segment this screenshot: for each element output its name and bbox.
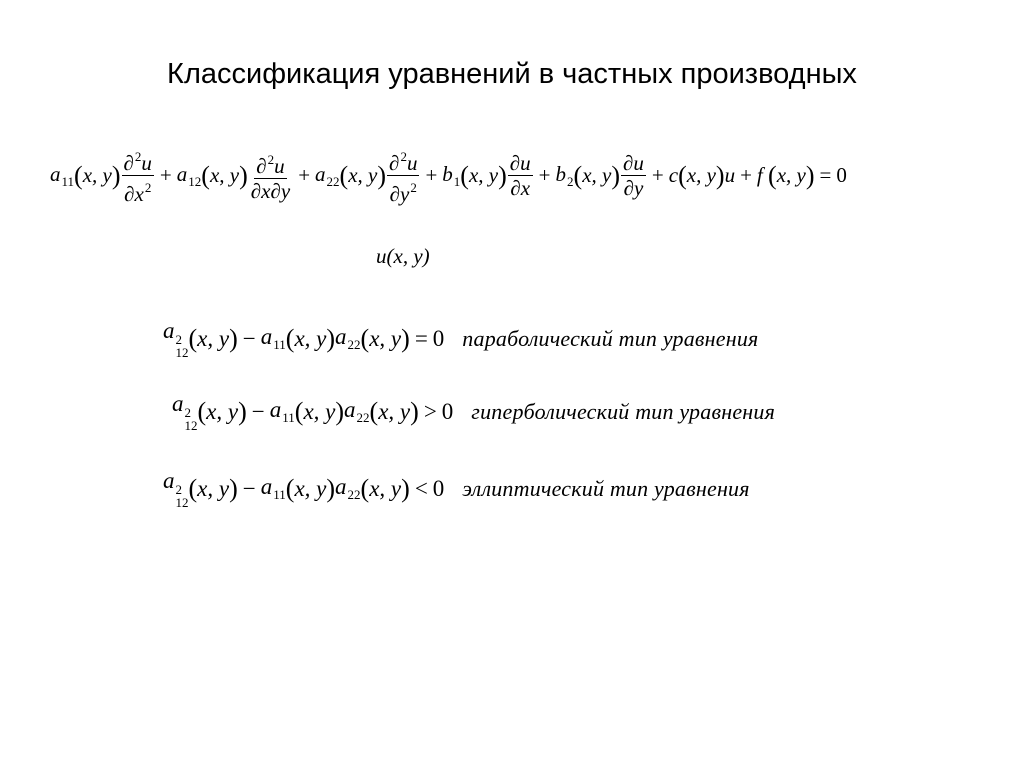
type-parabolic: параболический тип уравнения [462,325,759,351]
pde-equation: $a_{11}$ ( x, y ) $\frac{\partial^2u}{\partial x^2}$ + $a_{12}$ ( x, y ) $\frac{\partial^2u}{\partial x\partial y}$ + $a_{22}$ ( x, y ) $\frac{\partial^2u}{\partial y^2}$ + $b_1$ ( x, y ) $\frac{\partial u}{\partial x}$ + $b_2$ ( x, y ) $\frac{\partial u}{\partial y}$ + c(x, y)u + f (x, y) = 0 [50,146,847,205]
condition-hyperbolic: a 2 12 ( x, y ) − $a_{11}$ ( x, y ) $a_{22}$ ( x, y ) > 0 гиперболический тип уравнения [172,391,776,433]
type-hyperbolic: гиперболический тип уравнения [471,398,776,424]
frac-d2u-dx2: $\frac{\partial^2u}{\partial x^2}$ [122,146,154,205]
frac-du-dy: $\frac{\partial u}{\partial y}$ [623,151,644,200]
rhs-zero: 0 [836,163,847,187]
coef-a11: $a_{11}$ [50,161,75,189]
type-elliptic: эллиптический тип уравнения [462,475,750,501]
term-f: f (x, y) [756,160,815,190]
unknown-function [376,244,430,269]
relation-sign: = [414,325,428,351]
coef-b1: $b_1$ [442,161,461,189]
unknown-function-label: u(x, y) [376,244,430,268]
coef-c: c(x, y)u [668,160,736,190]
relation-sign: < [414,475,428,501]
coef-a22: $a_{22}$ [315,161,340,189]
coef-b2: $b_2$ [555,161,574,189]
relation-sign: > [423,398,437,424]
frac-d2u-dy2: $\frac{\partial^2u}{\partial y^2}$ [387,146,419,205]
condition-elliptic: a 2 12 ( x, y ) − $a_{11}$ ( x, y ) $a_{22}$ ( x, y ) < 0 эллиптический тип уравнения [163,468,750,510]
frac-d2u-dxdy: $\frac{\partial^2u}{\partial x\partial y}$ [249,149,292,202]
coef-a12: $a_{12}$ [176,161,202,189]
slide-title: Классификация уравнений в частных производных [167,58,857,90]
condition-parabolic: a 2 12 ( x, y ) − $a_{11}$ ( x, y ) $a_{22}$ ( x, y ) = 0 параболический тип уравнения [163,318,759,360]
frac-du-dx: $\frac{\partial u}{\partial x}$ [509,151,531,200]
